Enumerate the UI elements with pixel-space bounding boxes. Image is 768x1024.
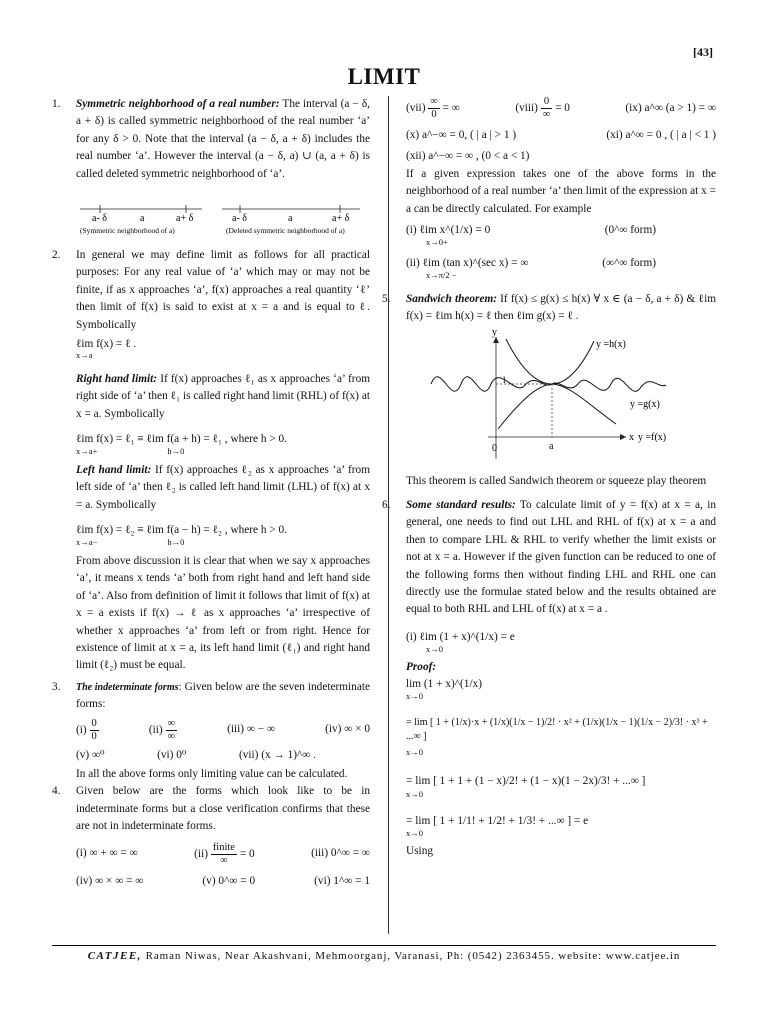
section-1: [52, 96, 370, 183]
forms-row-vii: (vii) $\frac{\infty}{0}$ = ∞ (viii) $\frac{0}{\infty}$ = 0 (ix) a^∞ (a > 1) = ∞: [406, 96, 716, 120]
form-iii: (iii) ∞ − ∞: [227, 723, 275, 736]
form-v: (v) 0^∞ = 0: [202, 874, 256, 887]
lhl-formula: ℓim f(x) = ℓ₂ ≡ ℓim f(a − h) = ℓ₂ , where h > 0.: [76, 524, 288, 537]
section-6: [382, 497, 716, 619]
section-4: [52, 783, 370, 890]
f-curve: [498, 384, 616, 429]
sandwich-graph: [426, 329, 716, 469]
forms-row-x: [406, 127, 716, 144]
form-ix: (ix) a^∞ (a > 1) = ∞: [625, 101, 716, 114]
example-2-sub: x→π/2 −: [426, 270, 457, 281]
proof-line-1: lim (1 + x)^(1/x): [406, 677, 482, 690]
result-1-sub: x→0: [426, 644, 443, 655]
section-text-2: In all the above forms only limiting value can be calculated.: [76, 768, 348, 780]
form-xi: (xi) a^∞ = 0 , ( | a | < 1 ): [606, 129, 716, 141]
section-text: If f(x) ≤ g(x) ≤ h(x) ∀ x ∈ (a − δ, a + δ) & ℓim f(x) = ℓim h(x) = ℓ then ℓim g(x) = ℓ .: [406, 292, 717, 323]
fig-tick-left-2: a- δ: [232, 213, 247, 225]
left-column: [52, 96, 370, 890]
lhl-sub-1: x→a−: [76, 536, 98, 547]
section-text: Given below are the forms which look like to be in indeterminate forms but a close verification confirms that these are not in indeterminate forms.: [76, 785, 370, 833]
lhl-text: If f(x) approaches ℓ₂ as x approaches ‘a’ from left side of ‘a’ then ℓ₂ is called left hand limit (LHL) of f(x) at x = a. Symbolically: [76, 463, 370, 511]
proof-line-2-sub: x→0: [406, 746, 423, 757]
sandwich-text: This theorem is called Sandwich theorem or squeeze play theorem: [406, 475, 707, 488]
fig-tick-left: a- δ: [92, 213, 107, 225]
section-number: 5.: [382, 292, 391, 305]
page-title: LIMIT: [347, 64, 421, 89]
section-number: 3.: [52, 680, 61, 693]
footer: [0, 950, 768, 962]
indeterminate-forms-row-2: [76, 747, 316, 764]
example-1-formula: (i) ℓim x^(1/x) = 0: [406, 224, 491, 237]
section-text: In general we may define limit as follows for all practical purposes: For any real value of ‘a’ which may or may not be finite, if as x approaches ‘a’, f(x) approaches a real quantity ‘ℓ’ then limit of f(x) is said to exist at x = a and is equal to ℓ. Symbolically: [76, 249, 370, 331]
non-indeterminate-row-2: [76, 873, 370, 890]
lhl-heading: Left hand limit:: [76, 463, 152, 476]
form-i: (i) ∞ + ∞ = ∞: [76, 847, 138, 860]
frac-finite-inf: $\frac{\text{finite}}{\infty}$: [212, 841, 235, 866]
footer-brand: CATJEE,: [87, 950, 142, 962]
section-heading: Symmetric neighborhood of a real number:: [76, 98, 280, 110]
form-iv: (iv) ∞ × 0: [325, 723, 370, 736]
limit-l-label: l: [503, 375, 506, 386]
section-number: 1.: [52, 98, 61, 110]
form-ii: (ii): [148, 723, 163, 736]
right-column: [382, 96, 717, 860]
form-vii: (vii): [406, 102, 426, 115]
form-iv: (iv) ∞ × ∞ = ∞: [76, 874, 144, 887]
neighborhood-figure: [52, 195, 370, 239]
rhl-sub-2: h→0: [167, 445, 185, 456]
page-number: [43]: [693, 45, 713, 59]
h-curve: [506, 339, 594, 384]
section-3: [52, 679, 370, 784]
limit-subscript: x→a: [76, 350, 93, 361]
proof-heading: Proof:: [406, 660, 437, 673]
g-curve-label: y =g(x): [630, 399, 660, 411]
fig-caption-left: (Symmetric neighborhood of a): [80, 226, 175, 236]
fig-tick-mid: a: [140, 213, 145, 225]
using-text: Using: [406, 844, 433, 857]
footer-text: Raman Niwas, Near Akashvani, Mehmoorganj, Varanasi, Ph: (0542) 2363455. website: www.catjee.in: [141, 950, 681, 962]
form-ii: (ii): [194, 847, 208, 860]
form-viii: (viii): [515, 102, 538, 115]
fig-tick-right: a+ δ: [176, 213, 194, 225]
indeterminate-forms-row-1: [76, 718, 370, 743]
limit-symbol: ℓim f(x) = ℓ .: [76, 338, 137, 351]
form-iii: (iii) 0^∞ = ∞: [311, 847, 370, 860]
example-1-form: (0^∞ form): [604, 224, 656, 237]
example-1-sub: x→0+: [426, 237, 448, 248]
section-number: 2.: [52, 249, 61, 262]
form-vii: (vii) (x → 1)^∞ .: [238, 748, 316, 761]
example-2-form: (∞^∞ form): [602, 256, 656, 269]
rhl-formula: ℓim f(x) = ℓ₁ ≡ ℓim f(a + h) = ℓ₁ , where h > 0.: [76, 433, 288, 446]
section-number: 6.: [382, 498, 391, 511]
axis-y-label: y: [492, 329, 497, 339]
lhl-sub-2: h→0: [167, 536, 185, 547]
origin-label: 0: [492, 443, 497, 455]
forms-text: If a given expression takes one of the above forms in the neighborhood of a real number ‘a’ then limit of the expression at x = a can be directly calculated. For example: [406, 167, 716, 215]
form-xii: (xii) a^−∞ = ∞ , (0 < a < 1): [406, 150, 530, 163]
section-5: [382, 291, 716, 326]
form-vi: (vi) 1^∞ = 1: [314, 874, 370, 887]
proof-line-2: = lim [ 1 + (1/x)·x + (1/x)(1/x − 1)/2! · x² + (1/x)(1/x − 1)(1/x − 2)/3! · x³ + ...∞ ]: [406, 716, 708, 742]
proof-line-3-sub: x→0: [406, 788, 423, 799]
fig-caption-right: (Deleted symmetric neighborhood of a): [226, 226, 345, 236]
form-vi: (vi) 0⁰: [157, 748, 187, 761]
form-x: (x) a^−∞ = 0, ( | a | > 1 ): [406, 129, 517, 141]
section-heading: Some standard results:: [406, 498, 516, 511]
form-i: (i): [76, 723, 87, 736]
rhl-text: If f(x) approaches ℓ₁ as x approaches ‘a’ from right side of ‘a’ then ℓ₁ is called right hand limit (RHL) of f(x) at x = a. Symbolically: [76, 372, 371, 420]
f-curve-label: y =f(x): [638, 432, 667, 444]
rhl-heading: Right hand limit:: [76, 372, 158, 385]
proof-line-1-sub: x→0: [406, 691, 423, 702]
proof-line-3: = lim [ 1 + 1 + (1 − x)/2! + (1 − x)(1 − 2x)/3! + ...∞ ]: [406, 775, 646, 788]
section-2: [52, 247, 370, 675]
proof-line-4-sub: x→0: [406, 828, 423, 839]
non-indeterminate-row-1: (i) ∞ + ∞ = ∞ (ii) $\frac{\text{finite}}{\infty}$ = 0 (iii) 0^∞ = ∞: [76, 841, 370, 866]
fig-tick-right-2: a+ δ: [332, 213, 350, 225]
section-heading: Sandwich theorem:: [406, 292, 498, 305]
footer-rule: [52, 945, 716, 946]
standard-result-1: (i) ℓim (1 + x)^(1/x) = e: [406, 630, 515, 643]
frac-0-0: $\frac{0}{0}$: [91, 717, 97, 742]
section-text: The interval (a − δ, a + δ) is called symmetric neighborhood of the real number ‘a’ for any δ > 0. Note that the interval (a − δ, a + δ) includes the real number ‘a’. However the interval (a − δ, a) ∪ (a, a + δ) is called deleted symmetric neighborhood of ‘a’.: [76, 98, 370, 180]
section-number: 4.: [52, 785, 61, 798]
example-2-formula: (ii) ℓim (tan x)^(sec x) = ∞: [406, 256, 529, 269]
fig-tick-mid-2: a: [288, 213, 293, 225]
frac-inf-inf: $\frac{\infty}{\infty}$: [167, 717, 175, 742]
section-text: To calculate limit of y = f(x) at x = a, in general, one needs to find out LHL and RHL of f(x) at x = a and then to compare LHL & RHL to verify whether the limit exists or not at x = a. However if the given function can be reduced to one of the following forms then without finding LHL and RHL one can directly use the formulae stated below and the results obtained are equal to both RHL and LHL of f(x) at x = a .: [406, 498, 716, 616]
h-curve-label: y =h(x): [596, 339, 626, 351]
section-text-2: From above discussion it is clear that when we say x approaches ‘a’, it means x tends ‘a’ both from right hand and left hand side of ‘a’. Also from definition of limit it follows that limit of f(x) at x = a exists if f(x) → ℓ as x approaches ‘a’ irrespective of whether x approaches ‘a’ from left or from right. Hence for existence of limit at x = a, its left hand limit (ℓ₁) and right hand limit (ℓ₂) must be equal.: [76, 554, 370, 672]
proof-line-4: = lim [ 1 + 1/1! + 1/2! + 1/3! + ...∞ ] = e: [406, 814, 589, 827]
section-text: : Given below are the seven indeterminate forms:: [76, 680, 370, 711]
rhl-sub-1: x→a+: [76, 445, 98, 456]
section-heading: The indeterminate forms: [76, 681, 179, 693]
form-v: (v) ∞⁰: [76, 748, 105, 761]
axis-x-label: x: [629, 432, 634, 444]
point-a-label: a: [549, 441, 554, 453]
